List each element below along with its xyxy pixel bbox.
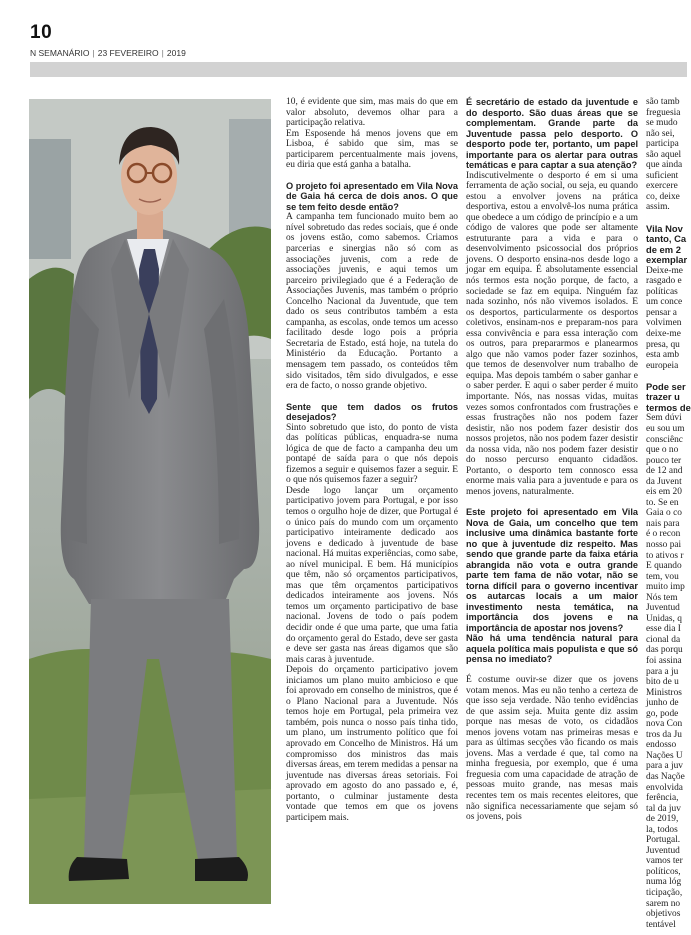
text-line-fragment: rasgado e [646,276,682,287]
question-line-fragment: exemplar [646,254,688,266]
page-number: 10 [30,22,53,43]
text-line-fragment: das Naçõe [646,772,685,782]
text-line-fragment: são tamb [646,97,680,107]
shoe-left [69,857,129,881]
text-line-fragment: esse dia I [646,624,681,635]
text-line-fragment: junho de [646,698,679,709]
text-line-fragment: Unidas, q [646,613,682,624]
text-line-fragment: Nós tem [646,592,678,603]
publication-name: N SEMANÁRIO [30,48,90,58]
text-line-fragment: presa, qu [646,339,680,350]
answer-paragraph: Depois do orçamento participativo jovem iniciamos um plano muito ambicioso e que foi aprovado em conselho de ministros, que é o Plano Nacional para a Juventude. Nós temos hoje em Portugal, pela primeira vez também, pois nunca o nosso país tinha tido, um plano, um instrumento político que foi aprovado em Concelho de Ministros. Há um compromisso dos ministros das mais diversas áreas, em terem medidas a pensar na juventude nas diversas áreas setoriais. Foi aprovado em agosto do ano passado e, é, portanto, o culminar justamente desta vontade que temos em que os jovens participem mais. [286,665,458,823]
text-line-fragment: Ministros [646,687,682,698]
text-line-fragment: europeia [646,360,679,371]
text-line-fragment: Juventud [646,845,680,856]
issue-date: 23 FEVEREIRO [97,48,159,58]
text-line-fragment: assim. [646,202,670,213]
folio-separator: | [161,48,164,58]
text-line-fragment: vamos ter [646,856,683,867]
text-line-fragment: da Juvent [646,476,682,487]
text-line-fragment: de 12 and [646,466,683,477]
text-line-fragment: das porqu [646,645,683,656]
folio-separator: | [92,48,95,58]
text-line-fragment: esta amb [646,350,680,361]
text-line-fragment: nova Con [646,719,683,730]
text-line-fragment: Nações U [646,750,683,761]
text-line-fragment: tentável [646,919,676,930]
text-line-fragment: para a juv [646,761,683,772]
text-line-fragment: participa [646,139,679,150]
interview-question: É secretário de estado da juventude e do desporto. São duas áreas que se complementam. Grande parte da Juventude passa pelo desporto. O desporto pode ter, portanto, um papel importante para os alertar para outras temáticas e para captar a sua atenção? [466,97,638,170]
question-line-fragment: trazer u [646,391,680,403]
text-line-fragment: go, pode [646,708,679,719]
question-line-fragment: tanto, Ca [646,233,687,245]
text-line-fragment: políticas [646,286,678,297]
text-line-fragment: um conce [646,297,683,308]
article-column-3-cropped [646,97,691,930]
text-line-fragment: exercere [646,181,678,192]
text-line-fragment: pouco ter [646,455,682,466]
text-line-fragment: são aquel [646,149,682,160]
text-line-fragment: suficient [646,170,679,181]
text-line-fragment: tal da juv [646,803,681,814]
text-line-fragment: numa lóg [646,877,682,888]
text-line-fragment: to. Se en [646,497,679,508]
article-column-2 [466,97,638,909]
question-line-fragment: Vila Nov [646,222,683,234]
text-line-fragment: nosso pai [646,539,682,550]
interview-question: Sente que tem dados os frutos desejados? [286,401,458,423]
answer-paragraph: A campanha tem funcionado muito bem ao nível sobretudo das redes sociais, que é onde os jovens estão, como sabemos. Criamos parcerias e sinergias não só com as associações juvenis, com a rede de associações juvenis, e aqui temos um parceiro privilegiado que é a Federação de Associações Juvenis, mas também o próprio Concelho Nacional da Juventude, que tem dado os seus contributos também a esta campanha, as escolas, onde temos um acesso facilitado desde logo pois a própria Secretaria de Estado, está hoje, na tutela do Ministério da Educação. Portanto a mensagem tem passado, os conteúdos têm sido visitados, têm sido divulgados, e esse era de facto, o nosso grande objetivo. [286,212,458,392]
text-line-fragment: nais para [646,518,680,529]
folio-line [30,48,186,58]
text-line-fragment: se mudo [646,118,678,129]
article-column-1 [286,97,458,909]
answer-paragraph: Desde logo lançar um orçamento participativo jovem para Portugal, e por isso temos o orgulho hoje de dizer, que Portugal é o único país do mundo com um orçamento participativo inteiramente dedicado aos jovens e dedicado à juventude de base nacional. Há muitas experiências, como sabe, ao nível municipal. E bem. Há municípios que têm, não só orçamentos participativos, mas que têm orçamentos participativos dedicados inteiramente aos jovens. Nós temos um orçamento participativo de base nacional. Jovens de todo o país podem decidir onde é que uma parte, que uma fatia do orçamento geral do Estado, deve ser gasta e deve ser gasta nas áreas digamos que são mais caras à juventude. [286,485,458,665]
text-line-fragment: consciênc [646,434,683,445]
question-line-fragment: Pode ser [646,380,686,392]
answer-paragraph: Indiscutivelmente o desporto é em si uma ferramenta de ação social, ou seja, eu quando estou a envolver jovens na prática desportiva, estou a envolvê-los numa prática que obedece a um código de princípio e a um código de valores que pode ser altamente estruturante para a vida e para o desenvolvimento psicossocial dos próprios jovens. O desporto ensina-nos desde logo a jogar em equipa. É absolutamente essencial nós termos esta noção porque, de facto, a sociedade se faz em equipa. Ninguém faz nada sozinho, nós não vivemos isolados. E os desportos, particularmente os desportos coletivos, ensinam-nos e preparam-nos para essa convivência e para essa interação com os outros, para prepararmos e planearmos algo que não vamos poder fazer sozinhos, que temos de desenvolver num trabalho de equipa. Mas depois também o saber ganhar e o saber perder. E aqui o saber perder é muito importante. Nós, nas nossas vidas, muitas vezes somos confrontados com frustrações e essas frustrações não nos podem fazer desistir, não nos podem fazer desistir dos nossos projetos, não nos podem fazer desistir da nossa vida, não nos podem fazer desistir do nosso percurso enquanto cidadãos. Portanto, o desporto tem connosco essa enorme mais valia para a juventude e para os menos jovens, naturalmente. [466,170,638,497]
text-line-fragment: to ativos r [646,550,684,561]
text-line-fragment: la, todos [646,824,678,835]
text-line-fragment: freguesia [646,107,681,118]
text-line-fragment: muito imp [646,582,685,593]
interview-question: O projeto foi apresentado em Vila Nova de Gaia há cerca de dois anos. O que se tem feito desde então? [286,180,458,212]
text-line-fragment: cional da [646,634,681,645]
text-line-fragment: deixe-me [646,329,681,340]
text-line-fragment: de 2019, [646,814,679,825]
text-line-fragment: volvimen [646,318,682,329]
text-line-fragment: ticipação, [646,888,683,899]
text-line-fragment: co, deixe [646,191,680,202]
text-line-fragment: pensar a [646,307,677,318]
answer-paragraph: É costume ouvir-se dizer que os jovens votam menos. Mas eu não tenho a certeza de que isso seja verdade. Não tenho evidências de que assim seja. Muita gente diz assim porque nas mesas de voto, os cidadãos menos jovens votam nas primeiras mesas e para as últimas secções vão ficando os mais jovens. Mas a verdade é que, tal como na minha freguesia, por exemplo, que é uma freguesia com uma capacidade de atração de pessoas muito grande, nas mesas mais recentes tem os mais recentes eleitores, que não significa necessariamente que sejam só os jovens, pois [466,674,638,823]
question-line-fragment: de em 2 [646,243,681,255]
interview-question: Este projeto foi apresentado em Vila Nova de Gaia, um concelho que tem inclusive uma dinâmica bastante forte no que à juventude diz respeito. Mas sendo que grande parte da faixa etária abrangida não vota e outra grande parte tem fama de não votar, não se torna difícil para o governo incentivar os autarcas locais a um maior investimento nesta temática, na importância dos jovens e na importância de apostar nos jovens? [466,507,638,633]
text-line-fragment: ferência, [646,793,679,804]
window [29,139,71,259]
text-line-fragment: objetivos [646,909,681,920]
text-line-fragment: não sei, [646,128,675,139]
text-line-fragment: para a ju [646,666,679,677]
text-line-fragment: que o no [646,445,679,456]
text-line-fragment: eu sou um [646,423,685,434]
text-line-fragment: Deixe-me [646,265,683,276]
paragraph-gap [646,213,687,224]
answer-paragraph: 10, é evidente que sim, mas mais do que em valor absoluto, devemos olhar para a participação relativa. [286,97,458,129]
text-line-fragment: eis em 20 [646,487,682,498]
neck [137,211,163,239]
text-line-fragment: Juventud [646,603,680,614]
text-line-fragment: tem, vou [646,571,679,582]
text-line-fragment: que ainda [646,160,683,171]
interview-question: Não há uma tendência natural para aquela política mais populista e que só pensa no imediato? [466,633,638,665]
text-line-fragment: bito de u [646,677,679,688]
answer-paragraph: Em Esposende há menos jovens que em Lisboa, é sabido que sim, mas se participarem percentualmente mais jovens, eu diria que está ganha a batalha. [286,128,458,171]
portrait-photo [29,99,271,904]
text-line-fragment: endosso [646,740,677,751]
answer-paragraph: Sinto sobretudo que isto, do ponto de vista das políticas públicas, enquadra-se numa lógica de que de facto a campanha deu um pontapé de saída para o que nós depois fizemos a seguir e quisemos fazer a seguir. E o que nós quisemos fazer a seguir? [286,422,458,486]
text-line-fragment: tros da Ju [646,729,682,740]
text-line-fragment: Gaia o co [646,508,682,519]
text-line-fragment: E quando [646,561,682,572]
header-bar [30,62,687,77]
text-line-fragment: sarem no [646,898,681,909]
text-line-fragment: políticos, [646,866,681,877]
text-line-fragment: envolvida [646,782,683,793]
text-line-fragment: Portugal. [646,835,681,846]
shoe-right [195,857,248,881]
text-line-fragment: foi assina [646,655,682,666]
question-line-fragment: termos de [646,401,691,413]
text-line-fragment: Sem dúvi [646,413,682,424]
text-line-fragment: é o recon [646,529,681,540]
issue-year: 2019 [166,48,186,58]
